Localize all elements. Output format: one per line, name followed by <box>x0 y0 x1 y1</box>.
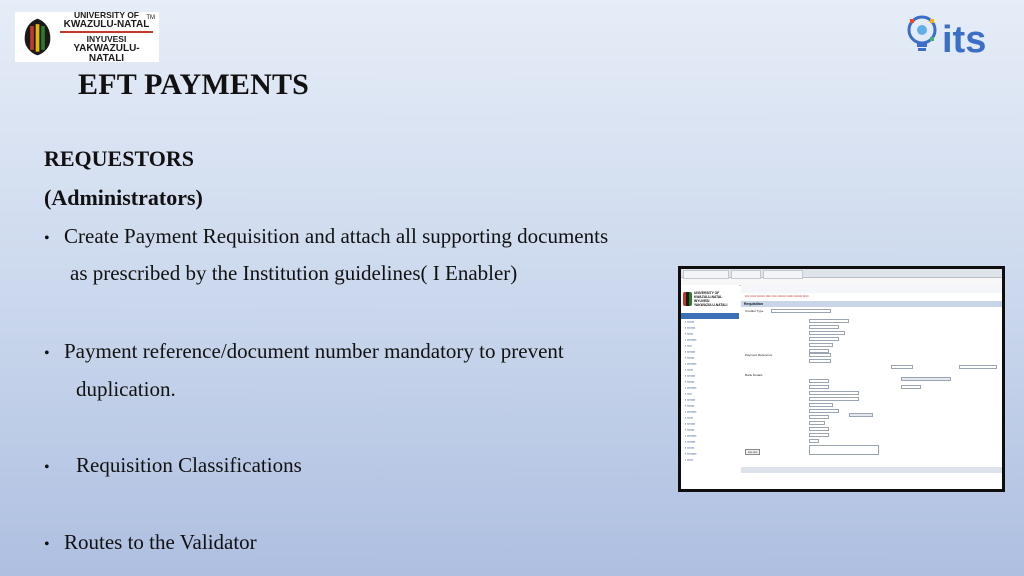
bullet-continuation: as prescribed by the Institution guidelines( I Enabler) <box>70 261 518 285</box>
bullet-text: Create Payment Requisition and attach all supporting documents <box>64 224 609 248</box>
slide-title: EFT PAYMENTS <box>78 68 310 101</box>
ukzn-logo <box>15 12 159 62</box>
bullet-text: Payment reference/document number mandatory to prevent <box>64 339 564 363</box>
bullet-continuation: duplication. <box>76 377 176 401</box>
requisition-screenshot <box>678 266 1005 492</box>
trademark-mark: TM <box>146 15 155 21</box>
screenshot-form <box>741 285 1002 489</box>
bullet-item <box>44 530 257 555</box>
requestors-heading: REQUESTORS <box>44 146 194 171</box>
screenshot-section-bar: Requisition <box>741 301 1002 307</box>
bullet-dot: • <box>44 230 50 247</box>
screenshot-banner <box>741 285 1002 293</box>
bullet-item <box>44 224 608 249</box>
ukzn-wordmark: UNIVERSITY OF KWAZULU-NATAL INYUVESI YAKWAZULU-NATALI <box>60 10 153 64</box>
its-logo <box>904 10 1004 64</box>
bullet-item <box>44 453 302 478</box>
bullet-dot: • <box>44 459 50 476</box>
browser-tab-strip <box>681 269 1002 278</box>
bullet-item <box>44 339 564 364</box>
screenshot-bank-details-label: Bank Details <box>745 373 763 377</box>
lightbulb-gear-icon <box>909 17 935 51</box>
bullet-text: Routes to the Validator <box>64 530 257 554</box>
ukzn-shield-icon <box>21 15 54 59</box>
bullet-dot: • <box>44 536 50 553</box>
screenshot-sidebar: UNIVERSITY OF KWAZULU-NATAL INYUVESI YAKWAZULU-NATALI ▪ ▪▪▪▪▪▪ ▪ ▪▪▪▪▪▪▪ ▪ ▪▪▪▪▪ ▪ ▪▪▪▪▪▪▪▪ ▪ ▪▪▪▪ ▪ ▪▪▪▪▪▪▪ ▪ ▪▪▪▪▪▪ ▪ ▪▪▪▪▪▪▪▪ ▪ ▪▪▪▪▪ ▪ ▪▪▪▪▪▪▪ ▪ ▪▪▪▪▪▪ ▪ ▪▪▪▪▪▪▪▪ ▪ ▪▪▪▪ ▪ ▪▪▪▪▪▪▪ ▪ ▪▪▪▪▪▪ ▪ ▪▪▪▪▪▪▪▪ ▪ ▪▪▪▪▪ ▪ ▪▪▪▪▪▪▪ ▪ ▪▪▪▪▪▪ ▪ ▪▪▪▪▪▪▪▪ ▪ ▪▪▪▪▪▪▪ ▪ ▪▪▪▪▪▪ ▪ ▪▪▪▪▪▪▪▪ ▪ ▪▪▪▪▪ <box>681 285 739 489</box>
screenshot-notice: ▪▪▪▪ ▪▪▪▪▪ ▪▪▪▪▪▪▪ ▪▪▪▪▪ ▪▪▪▪ ▪▪▪▪▪▪▪ ▪▪▪▪▪▪ ▪▪▪▪▪▪▪ ▪▪▪▪▪ <box>745 294 809 298</box>
bullet-dot: • <box>44 345 50 362</box>
screenshot-creditor-type-label: Creditor Type <box>745 309 764 313</box>
administrators-heading: (Administrators) <box>44 185 203 210</box>
screenshot-footer-bar <box>741 467 1002 473</box>
bullet-text: Requisition Classifications <box>76 453 302 477</box>
screenshot-ukzn-logo: UNIVERSITY OF KWAZULU-NATAL INYUVESI YAKWAZULU-NATALI <box>683 289 737 309</box>
screenshot-payment-reference-label: Payment Reference <box>745 353 773 357</box>
screenshot-save-button: ▪▪▪▪ ▪▪▪▪ <box>745 449 760 455</box>
svg-text:its: its <box>942 19 987 61</box>
